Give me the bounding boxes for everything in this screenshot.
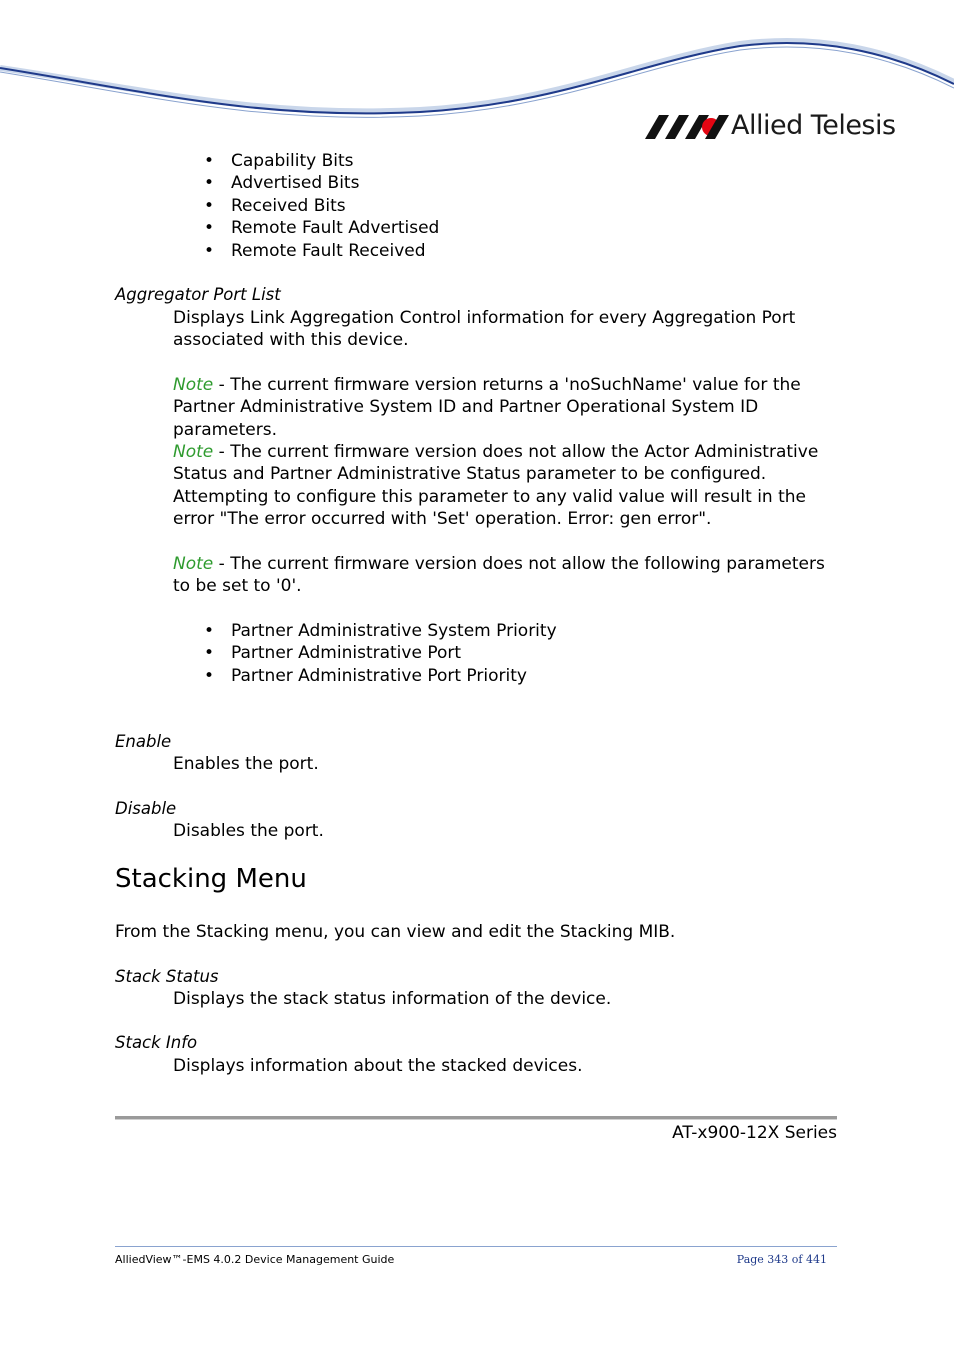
note-label: Note [173,554,214,574]
note-label: Note [173,375,214,395]
capability-bullet-list [204,150,439,262]
list-item: • Partner Administrative Port Priority [204,665,557,687]
note-text: - The current firmware version does not allow the following parameters to be set to '0'. [173,554,825,597]
parameter-bullet-list [204,620,557,687]
enable-term: Enable [115,732,172,751]
enable-description: Enables the port. [173,754,319,774]
note-text: - The current firmware version returns a 'noSuchName' value for the Partner Administrative System ID and Partner Operational System ID parameters. [173,375,801,440]
list-item: • Remote Fault Received [204,240,439,262]
stack-info-description: Displays information about the stacked devices. [173,1056,583,1076]
disable-description: Disables the port. [173,821,324,841]
footer-guide-title: AlliedView™-EMS 4.0.2 Device Management Guide [115,1253,395,1266]
series-divider [115,1116,837,1120]
footer-divider [115,1246,837,1247]
list-item: • Capability Bits [204,150,439,172]
series-label: AT-x900-12X Series [672,1123,837,1143]
note-paragraph [173,374,843,441]
aggregator-description: Displays Link Aggregation Control information for every Aggregation Port associated with this device. [173,308,796,351]
list-item: • Received Bits [204,195,439,217]
note-text: - The current firmware version does not allow the Actor Administrative Status and Partner Administrative Status parameter to be configured. Attempting to configure this parameter to any valid value will result in the error "The error occurred with 'Set' operation. Error: gen error". [173,442,819,530]
stack-status-description: Displays the stack status information of the device. [173,989,612,1009]
disable-term: Disable [115,799,177,818]
section-heading: Stacking Menu [115,864,307,894]
note-label: Note [173,442,214,462]
logo-mark-icon [645,113,729,141]
note-paragraph [173,553,843,598]
list-item: • Advertised Bits [204,172,439,194]
note-paragraph [173,441,843,531]
list-item: • Remote Fault Advertised [204,217,439,239]
aggregator-term: Aggregator Port List [115,285,281,304]
stack-info-term: Stack Info [115,1033,198,1052]
stacking-intro: From the Stacking menu, you can view and edit the Stacking MIB. [115,922,676,942]
list-item: • Partner Administrative Port [204,642,557,664]
list-item: • Partner Administrative System Priority [204,620,557,642]
allied-telesis-logo [645,110,905,146]
logo-text: Allied Telesis [731,110,896,141]
stack-status-term: Stack Status [115,967,219,986]
footer-page-number: Page 343 of 441 [736,1253,827,1266]
